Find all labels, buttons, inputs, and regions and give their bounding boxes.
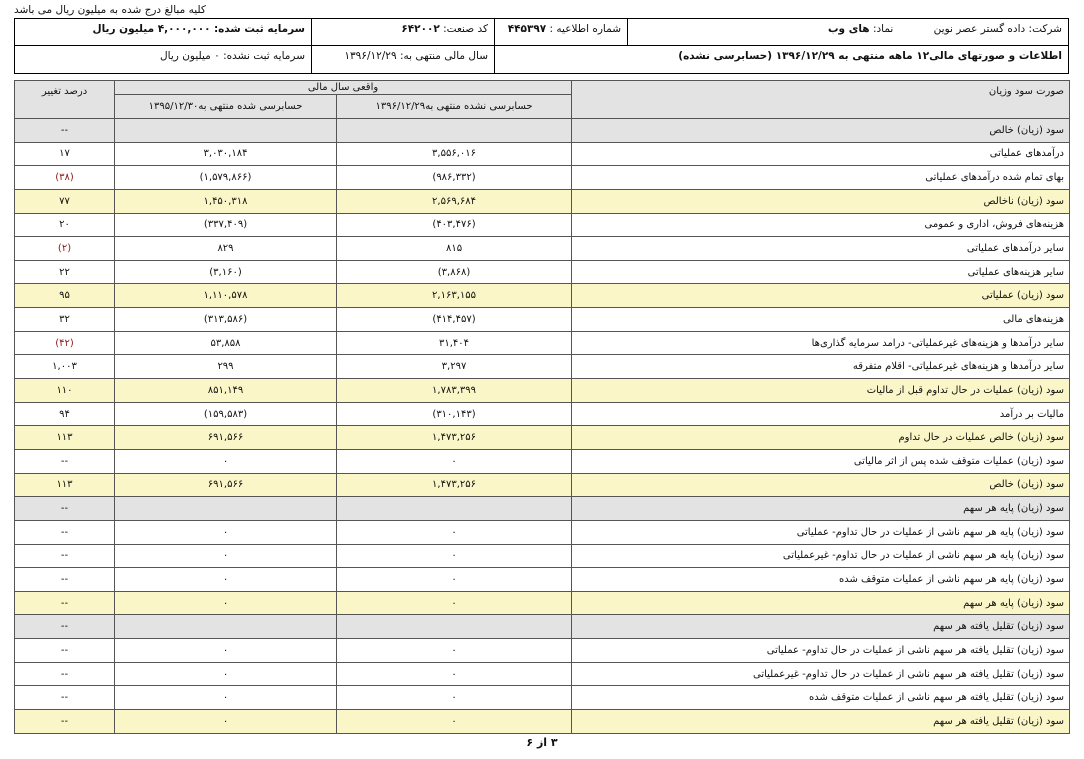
row-label: سود (زیان) عملیاتی: [572, 284, 1070, 308]
prior-value: ۰: [115, 544, 337, 568]
percent-change-value: --: [15, 544, 115, 568]
current-value: ۳,۵۵۶,۰۱۶: [337, 142, 572, 166]
table-row: [15, 308, 1070, 332]
current-value: (۴۱۴,۴۵۷): [337, 308, 572, 332]
unregistered-capital-label: سرمایه ثبت نشده:: [223, 50, 305, 62]
table-row: [15, 591, 1070, 615]
registered-capital-cell: [13, 19, 311, 45]
table-row: [15, 639, 1070, 663]
table-row: [15, 686, 1070, 710]
industry-code-cell: [311, 19, 494, 45]
table-row: [15, 662, 1070, 686]
percent-change-value: (۲): [15, 237, 115, 261]
fiscal-year-label: سال مالی منتهی به:: [399, 50, 488, 62]
prior-value: ۰: [115, 520, 337, 544]
current-value: ۲,۵۶۹,۶۸۴: [337, 189, 572, 213]
prior-value: ۰: [115, 686, 337, 710]
info-number-value: ۴۴۵۳۹۷: [507, 23, 547, 35]
row-label: سود (زیان) پایه هر سهم: [572, 497, 1070, 521]
prior-value: ۰: [115, 449, 337, 473]
percent-change-value: --: [15, 119, 115, 143]
row-label: سایر درآمدهای عملیاتی: [572, 237, 1070, 261]
row-label: سود (زیان) پایه هر سهم ناشی از عملیات متوقف شده: [572, 568, 1070, 592]
percent-change-value: ۷۷: [15, 189, 115, 213]
current-value: (۳,۸۶۸): [337, 260, 572, 284]
current-value: ۸۱۵: [337, 237, 572, 261]
percent-change-value: --: [15, 686, 115, 710]
row-label: سود (زیان) عملیات متوقف شده پس از اثر مالیاتی: [572, 449, 1070, 473]
statement-title-header: صورت سود وزیان: [572, 81, 1070, 119]
table-row: [15, 615, 1070, 639]
prior-value: [115, 615, 337, 639]
percent-change-value: ۳۲: [15, 308, 115, 332]
prior-value: ۱,۴۵۰,۳۱۸: [115, 189, 337, 213]
percent-change-value: --: [15, 568, 115, 592]
table-row: [15, 449, 1070, 473]
percent-change-value: --: [15, 520, 115, 544]
prior-value: [115, 119, 337, 143]
row-label: سود (زیان) پایه هر سهم: [572, 591, 1070, 615]
header-row-2: [15, 46, 1068, 73]
current-value: (۴۰۳,۴۷۶): [337, 213, 572, 237]
table-row: [15, 473, 1070, 497]
registered-capital-label: سرمایه ثبت شده:: [213, 23, 305, 35]
current-value: ۳۱,۴۰۴: [337, 331, 572, 355]
table-row: [15, 166, 1070, 190]
percent-change-value: ۱۷: [15, 142, 115, 166]
row-label: بهای تمام شده درآمدهای عملیاتی: [572, 166, 1070, 190]
row-label: سایر هزینه‌های عملیاتی: [572, 260, 1070, 284]
amounts-unit-note: کلیه مبالغ درج شده به میلیون ریال می باشد: [14, 4, 206, 16]
row-label: سود (زیان) پایه هر سهم ناشی از عملیات در حال تداوم- عملیاتی: [572, 520, 1070, 544]
current-value: ۰: [337, 520, 572, 544]
row-label: هزینه‌های مالی: [572, 308, 1070, 332]
row-label: مالیات بر درآمد: [572, 402, 1070, 426]
prior-value: (۳۳۷,۴۰۹): [115, 213, 337, 237]
row-label: سود (زیان) عملیات در حال تداوم قبل از مالیات: [572, 379, 1070, 403]
percent-change-value: ۱۱۰: [15, 379, 115, 403]
current-value: ۱,۴۷۳,۲۵۶: [337, 426, 572, 450]
prior-value: (۳۱۳,۵۸۶): [115, 308, 337, 332]
table-row: [15, 355, 1070, 379]
row-label: درآمدهای عملیاتی: [572, 142, 1070, 166]
table-body: [15, 119, 1070, 734]
prior-value: (۱,۵۷۹,۸۶۶): [115, 166, 337, 190]
prior-value: ۰: [115, 568, 337, 592]
current-value: (۹۸۶,۳۳۲): [337, 166, 572, 190]
table-row: [15, 189, 1070, 213]
table-header-row: [15, 81, 1070, 95]
company-label: شرکت:: [1028, 23, 1062, 35]
table-row: [15, 142, 1070, 166]
row-label: سود (زیان) پایه هر سهم ناشی از عملیات در حال تداوم- غیرعملیاتی: [572, 544, 1070, 568]
unregistered-capital-value: ۰ میلیون ریال: [160, 50, 220, 62]
header-row-1: [15, 19, 1068, 46]
percent-change-value: ۱,۰۰۳: [15, 355, 115, 379]
row-label: سود (زیان) تقلیل یافته هر سهم ناشی از عملیات در حال تداوم- عملیاتی: [572, 639, 1070, 663]
company-value: داده گستر عصر نوین: [933, 23, 1026, 35]
report-title-cell: [494, 46, 1068, 73]
table-row: [15, 284, 1070, 308]
prior-value: ۰: [115, 662, 337, 686]
prior-period-header: حسابرسی شده منتهی به۱۳۹۵/۱۲/۳۰: [115, 95, 337, 119]
percent-change-value: --: [15, 615, 115, 639]
percent-change-value: --: [15, 662, 115, 686]
row-label: سود (زیان) خالص: [572, 119, 1070, 143]
current-value: [337, 497, 572, 521]
row-label: سود (زیان) تقلیل یافته هر سهم ناشی از عملیات متوقف شده: [572, 686, 1070, 710]
percent-change-value: --: [15, 639, 115, 663]
percent-change-value: --: [15, 591, 115, 615]
income-statement-table: [14, 80, 1070, 734]
percent-change-value: ۱۱۳: [15, 426, 115, 450]
percent-change-value: (۴۲): [15, 331, 115, 355]
prior-value: ۰: [115, 710, 337, 734]
prior-value: ۰: [115, 591, 337, 615]
table-row: [15, 213, 1070, 237]
current-value: ۰: [337, 449, 572, 473]
current-value: ۰: [337, 544, 572, 568]
report-header: [14, 18, 1069, 74]
company-cell: [627, 19, 1068, 45]
current-value: ۰: [337, 710, 572, 734]
prior-value: (۳,۱۶۰): [115, 260, 337, 284]
prior-value: ۶۹۱,۵۶۶: [115, 473, 337, 497]
current-value: ۰: [337, 662, 572, 686]
percent-change-value: ۱۱۳: [15, 473, 115, 497]
prior-value: ۶۹۱,۵۶۶: [115, 426, 337, 450]
current-value: ۰: [337, 568, 572, 592]
row-label: سود (زیان) خالص: [572, 473, 1070, 497]
row-label: سود (زیان) تقلیل یافته هر سهم ناشی از عملیات در حال تداوم- غیرعملیاتی: [572, 662, 1070, 686]
report-title: اطلاعات و صورتهای مالی۱۲ ماهه منتهی به ۱۳۹۶/۱۲/۲۹ (حسابرسی نشده): [678, 50, 1062, 62]
prior-value: ۸۲۹: [115, 237, 337, 261]
table-row: [15, 119, 1070, 143]
info-number-cell: [494, 19, 627, 45]
prior-value: [115, 497, 337, 521]
industry-code-label: کد صنعت:: [443, 23, 488, 35]
symbol-block: [828, 23, 893, 35]
row-label: سایر درآمدها و هزینه‌های غیرعملیاتی- درامد سرمایه گذاری‌ها: [572, 331, 1070, 355]
prior-value: ۸۵۱,۱۴۹: [115, 379, 337, 403]
current-value: (۳۱۰,۱۴۳): [337, 402, 572, 426]
page-indicator: ۳ از ۶: [526, 736, 558, 749]
percent-change-value: --: [15, 449, 115, 473]
table-row: [15, 379, 1070, 403]
registered-capital-value: ۴,۰۰۰,۰۰۰ میلیون ریال: [92, 23, 211, 35]
percent-change-value: --: [15, 710, 115, 734]
percent-change-value: (۳۸): [15, 166, 115, 190]
row-label: سایر درآمدها و هزینه‌های غیرعملیاتی- اقلام متفرقه: [572, 355, 1070, 379]
prior-value: ۲۹۹: [115, 355, 337, 379]
prior-value: ۱,۱۱۰,۵۷۸: [115, 284, 337, 308]
current-value: ۰: [337, 591, 572, 615]
percent-change-header: درصد تغییر: [15, 81, 115, 119]
percent-change-value: --: [15, 497, 115, 521]
table-row: [15, 568, 1070, 592]
row-label: سود (زیان) تقلیل یافته هر سهم: [572, 615, 1070, 639]
table-row: [15, 497, 1070, 521]
current-value: ۲,۱۶۳,۱۵۵: [337, 284, 572, 308]
prior-value: (۱۵۹,۵۸۳): [115, 402, 337, 426]
unregistered-capital-cell: [13, 46, 311, 73]
prior-value: ۰: [115, 639, 337, 663]
percent-change-value: ۹۴: [15, 402, 115, 426]
fiscal-year-group-header: واقعی سال مالی: [115, 81, 572, 95]
percent-change-value: ۹۵: [15, 284, 115, 308]
prior-value: ۵۳,۸۵۸: [115, 331, 337, 355]
industry-code-value: ۶۴۲۰۰۲: [401, 23, 440, 35]
current-value: [337, 119, 572, 143]
percent-change-value: ۲۰: [15, 213, 115, 237]
table-row: [15, 520, 1070, 544]
current-value: ۱,۴۷۳,۲۵۶: [337, 473, 572, 497]
row-label: سود (زیان) خالص عملیات در حال تداوم: [572, 426, 1070, 450]
table-row: [15, 331, 1070, 355]
current-value: ۳,۲۹۷: [337, 355, 572, 379]
row-label: هزینه‌های فروش، اداری و عمومی: [572, 213, 1070, 237]
current-value: ۰: [337, 639, 572, 663]
percent-change-value: ۲۲: [15, 260, 115, 284]
symbol-label: نماد:: [872, 23, 894, 35]
table-row: [15, 544, 1070, 568]
row-label: سود (زیان) ناخالص: [572, 189, 1070, 213]
table-row: [15, 260, 1070, 284]
symbol-value: های وب: [828, 23, 870, 35]
fiscal-year-value: ۱۳۹۶/۱۲/۲۹: [344, 50, 397, 62]
current-period-header: حسابرسی نشده منتهی به۱۳۹۶/۱۲/۲۹: [337, 95, 572, 119]
prior-value: ۳,۰۳۰,۱۸۴: [115, 142, 337, 166]
current-value: [337, 615, 572, 639]
info-number-label: شماره اطلاعیه :: [549, 23, 621, 35]
row-label: سود (زیان) تقلیل یافته هر سهم: [572, 710, 1070, 734]
current-value: ۰: [337, 686, 572, 710]
table-row: [15, 710, 1070, 734]
table-row: [15, 402, 1070, 426]
fiscal-year-cell: [311, 46, 494, 73]
current-value: ۱,۷۸۳,۳۹۹: [337, 379, 572, 403]
table-row: [15, 426, 1070, 450]
table-row: [15, 237, 1070, 261]
